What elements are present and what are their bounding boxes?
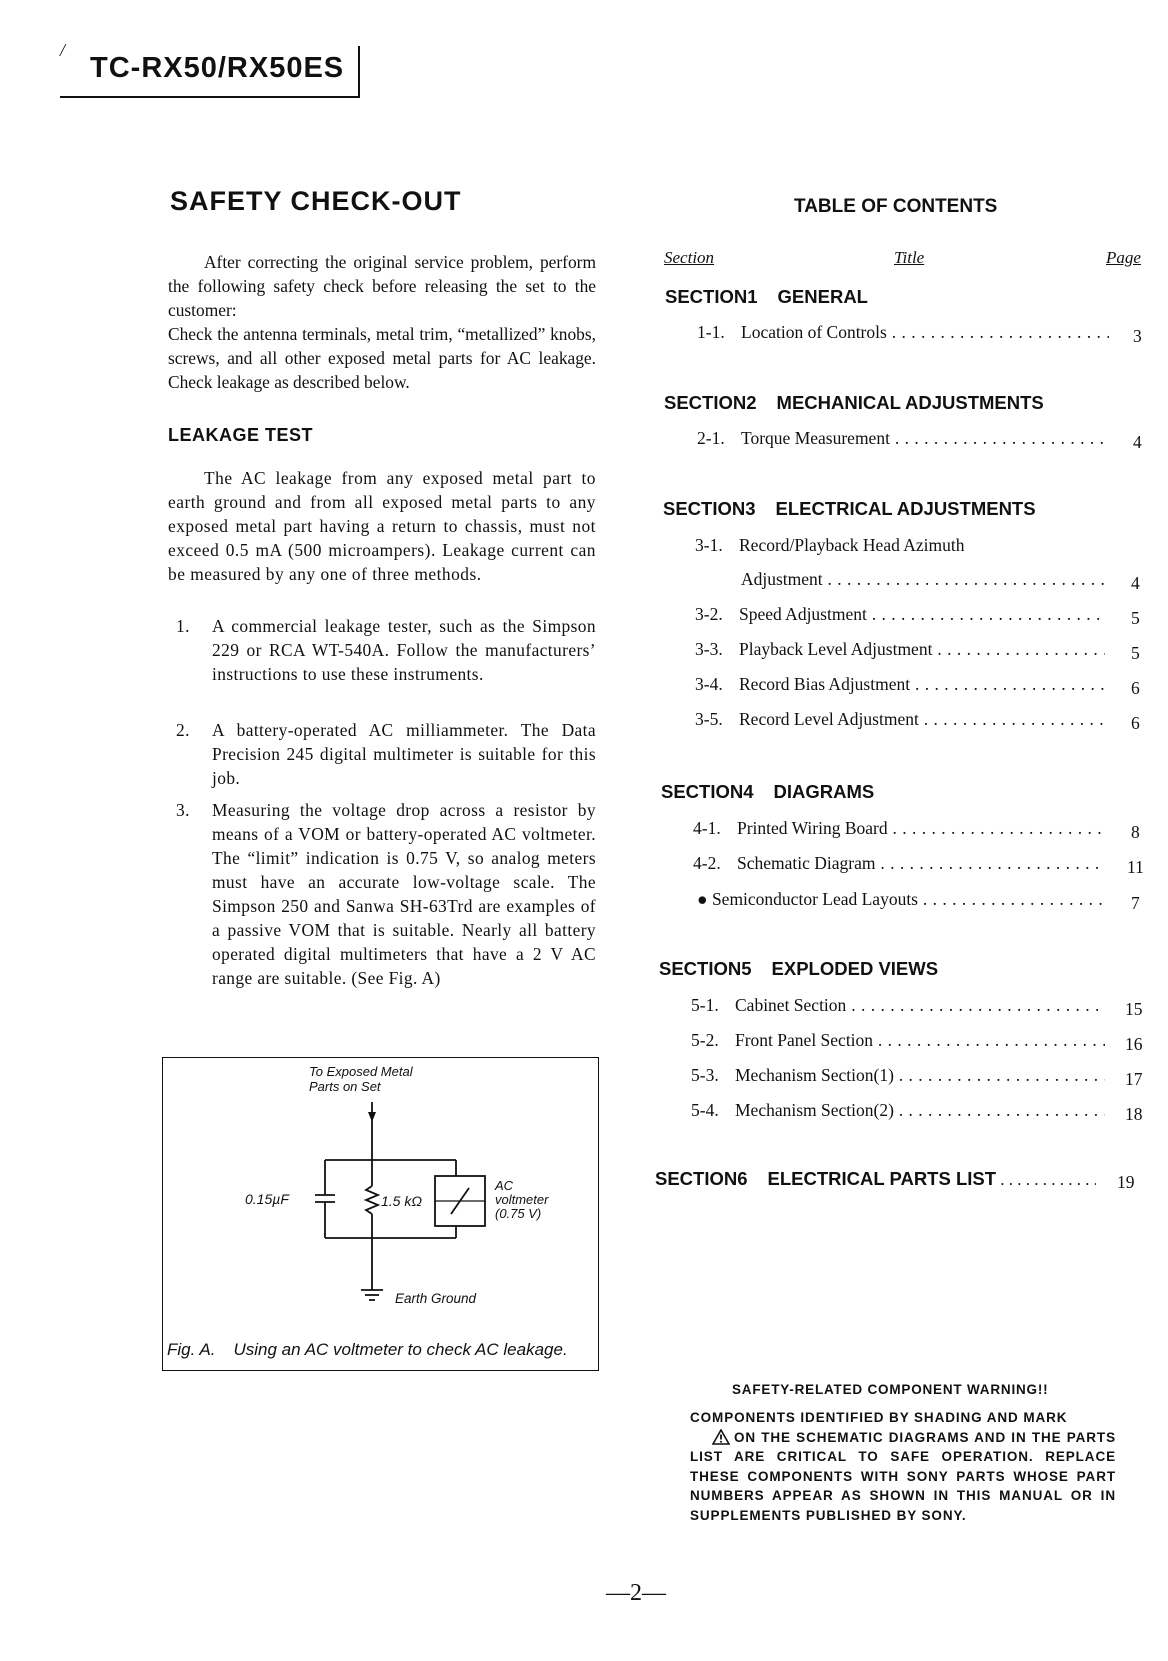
toc-col-page: Page bbox=[1106, 248, 1141, 267]
toc-section-heading: SECTION5 EXPLODED VIEWS bbox=[659, 958, 939, 979]
circuit-diagram bbox=[163, 1058, 598, 1370]
ground-label: Earth Ground bbox=[395, 1291, 477, 1306]
figure-top-label: Parts on Set bbox=[309, 1079, 381, 1094]
toc-entry: 4-2. Schematic Diagram . . . 11 bbox=[693, 853, 1145, 879]
method-number: 2. bbox=[176, 720, 190, 740]
toc-col-section: Section bbox=[664, 248, 715, 267]
safety-check-text: Check the antenna terminals, metal trim, “metallized” knobs, screws, and all other exposed metal parts for AC leakage. Check leakage as described below. bbox=[168, 324, 596, 392]
toc-entry: 3-1. Record/Playback Head Azimuth bbox=[695, 535, 965, 555]
toc-entry: 4-1. Printed Wiring Board . . . 8 bbox=[693, 818, 1145, 844]
method-text: A commercial leakage tester, such as the Simpson 229 or RCA WT-540A. Follow the manufacturers’ instructions to use these instruments. bbox=[212, 616, 596, 684]
toc-section-heading: SECTION4 DIAGRAMS bbox=[661, 781, 875, 802]
warning-text: COMPONENTS IDENTIFIED BY SHADING AND MARK ON THE SCHEMATIC DIAGRAMS AND IN THE PARTS LIST ARE CRITICAL TO SAFE OPERATION. REPLACE THESE COMPONENTS WITH SONY PARTS WHOSE PART NUMBERS APPEAR AS SHOWN IN THIS MANUAL OR IN SUPPLEMENTS PUBLISHED BY SONY. bbox=[690, 1410, 1116, 1523]
toc-entry: Adjustment . . . 4 bbox=[695, 569, 1145, 595]
warning-title: SAFETY-RELATED COMPONENT WARNING!! bbox=[732, 1382, 1049, 1397]
method-number: 1. bbox=[176, 616, 190, 636]
figure-top-label: To Exposed Metal bbox=[309, 1064, 413, 1079]
toc-entry: 2-1. Torque Measurement . . . 4 bbox=[697, 428, 1145, 454]
toc-title: TABLE OF CONTENTS bbox=[794, 196, 998, 217]
page-number: —2— bbox=[606, 1580, 666, 1606]
toc-section-heading: SECTION2 MECHANICAL ADJUSTMENTS bbox=[664, 392, 1044, 413]
method-text: A battery-operated AC milliammeter. The Data Precision 245 digital multimeter is suitable for this job. bbox=[212, 720, 596, 788]
toc-col-title: Title bbox=[894, 248, 925, 267]
toc-entry: 5-2. Front Panel Section . . . 16 bbox=[691, 1030, 1145, 1056]
voltmeter-label: voltmeter bbox=[495, 1192, 549, 1207]
toc-section-heading: SECTION3 ELECTRICAL ADJUSTMENTS bbox=[663, 498, 1036, 519]
safety-intro: After correcting the original service problem, perform the following safety check before releasing the set to the customer: bbox=[168, 252, 596, 320]
toc-entry: 5-1. Cabinet Section . . . 15 bbox=[691, 995, 1145, 1021]
toc-entry: 5-4. Mechanism Section(2) . . . 18 bbox=[691, 1100, 1145, 1126]
toc-entry: 3-5. Record Level Adjustment . . . 6 bbox=[695, 709, 1145, 735]
toc-entry: 3-2. Speed Adjustment . . . 5 bbox=[695, 604, 1145, 630]
method-text: Measuring the voltage drop across a resistor by means of a VOM or battery-operated AC voltmeter. The “limit” indication is 0.75 V, so analog meters must have an accurate low-voltage scale. The Simpson 250 and Sanwa SH-63Trd are examples of a passive VOM that is suitable. Nearly all battery operated digital multimeters that have a 2 V AC range are suitable. (See Fig. A) bbox=[212, 800, 596, 988]
header-divider bbox=[358, 46, 360, 97]
figure-a bbox=[162, 1057, 599, 1371]
model-title: TC-RX50/RX50ES bbox=[90, 52, 345, 84]
safety-title: SAFETY CHECK-OUT bbox=[170, 186, 462, 216]
header-rule bbox=[60, 96, 360, 98]
warning-triangle-icon bbox=[712, 1429, 730, 1445]
leakage-heading: LEAKAGE TEST bbox=[168, 425, 314, 445]
toc-entry: 5-3. Mechanism Section(1) . . . 17 bbox=[691, 1065, 1145, 1091]
figure-caption: Fig. A. Using an AC voltmeter to check AC leakage. bbox=[167, 1340, 568, 1359]
voltmeter-label: (0.75 V) bbox=[495, 1206, 542, 1221]
resistor bbox=[366, 1186, 378, 1214]
toc-section-heading: SECTION1 GENERAL bbox=[665, 286, 868, 307]
resistor-label: 1.5 kΩ bbox=[381, 1193, 423, 1209]
margin-mark: / bbox=[60, 40, 66, 60]
leakage-text: The AC leakage from any exposed metal part to earth ground and from all exposed metal parts to any exposed metal part having a return to chassis, must not exceed 0.5 mA (500 microampers). Leakage current can be measured by any one of three methods. bbox=[168, 468, 596, 584]
method-number: 3. bbox=[176, 800, 190, 820]
capacitor-label: 0.15µF bbox=[245, 1191, 289, 1207]
toc-entry: 3-4. Record Bias Adjustment . . . 6 bbox=[695, 674, 1145, 700]
toc-entry: 3-3. Playback Level Adjustment . . . 5 bbox=[695, 639, 1145, 665]
toc-entry: ● Semiconductor Lead Layouts . . . 7 bbox=[693, 889, 1145, 915]
toc-entry: 1-1. Location of Controls . . . 3 bbox=[697, 322, 1145, 348]
voltmeter-label: AC bbox=[495, 1178, 514, 1193]
